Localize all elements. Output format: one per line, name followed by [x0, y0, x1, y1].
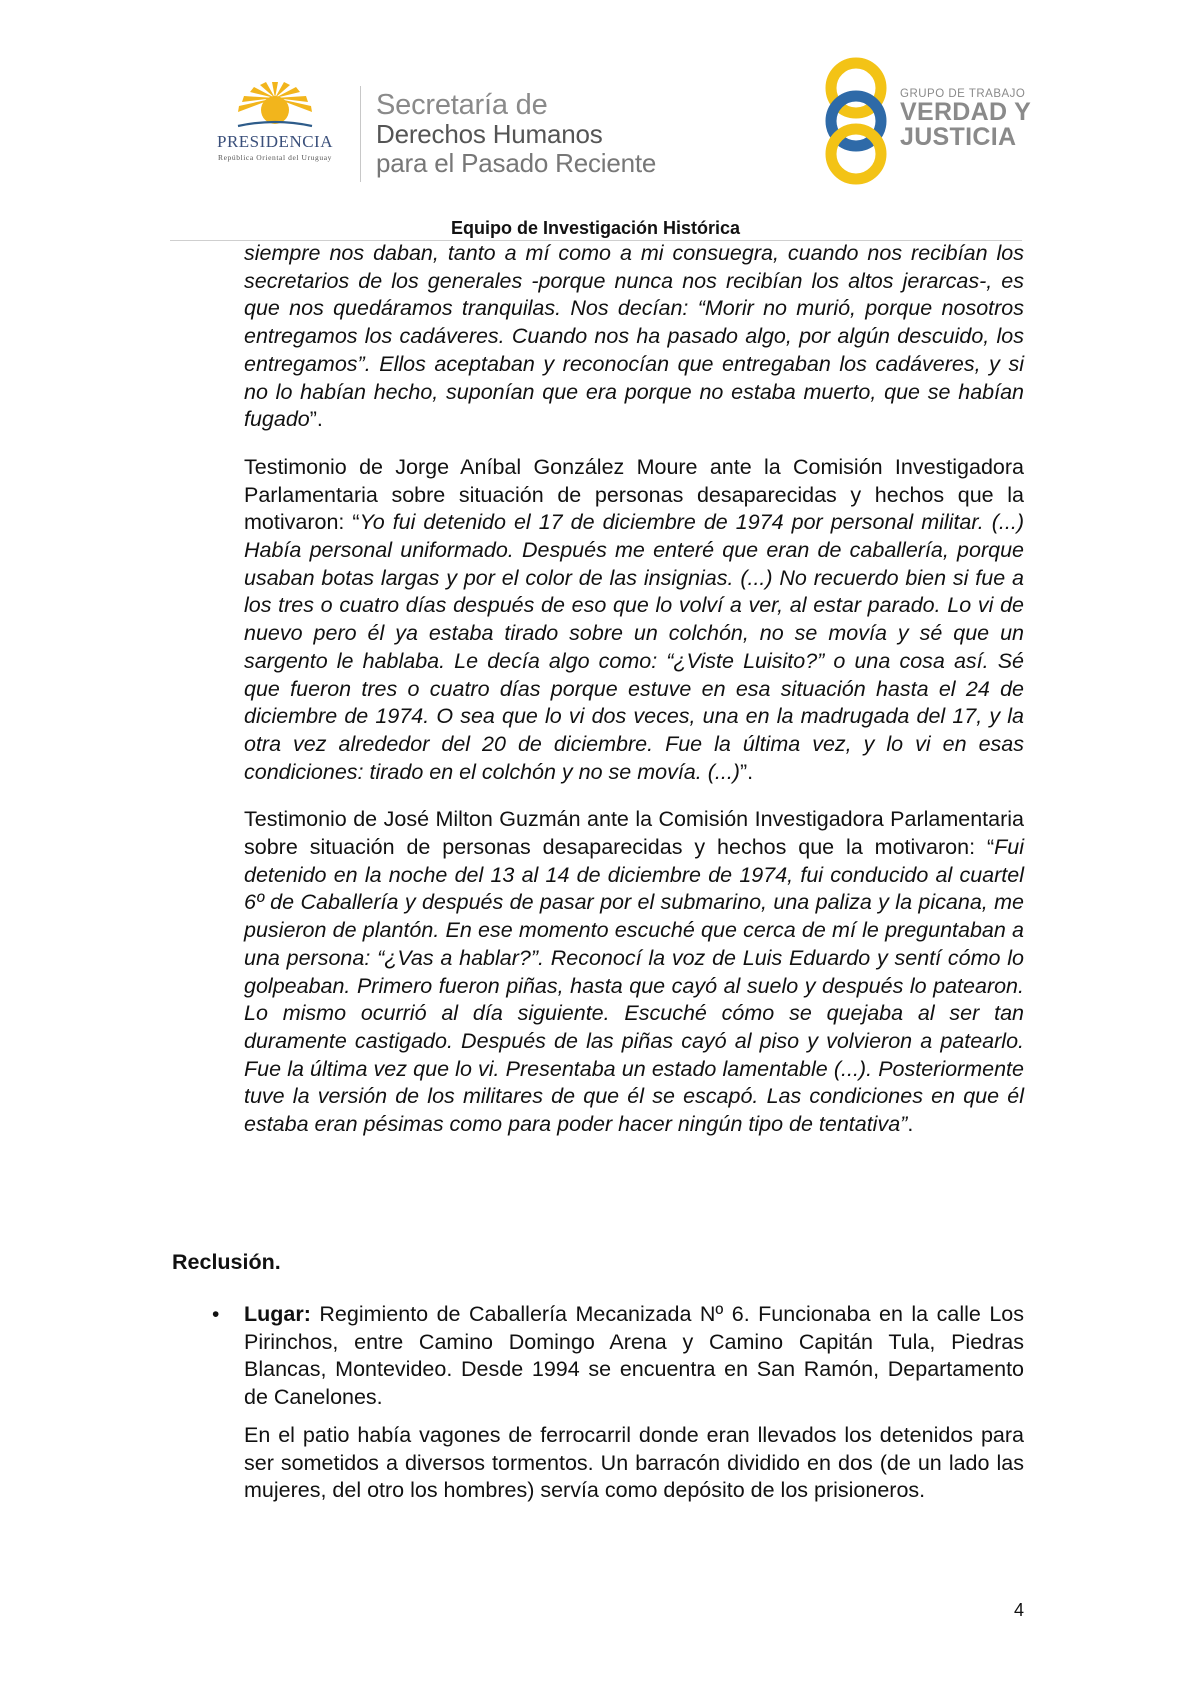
document-subtitle: Equipo de Investigación Histórica: [450, 218, 741, 238]
paragraph-1: [244, 240, 1024, 434]
bullet-followup-paragraph: En el patio había vagones de ferrocarril donde eran llevados los detenidos para ser sometidos a diversos tormentos. Un barracón dividido en dos (de un lado las mujeres, del otro los hombres) servía como depósito de los prisioneros.: [244, 1422, 1024, 1503]
verdad-justicia-text: [900, 88, 1031, 150]
secretaria-line-2: Derechos Humanos: [376, 119, 603, 149]
paragraph-2: [244, 454, 1024, 786]
paragraph-3-end: .: [907, 1112, 914, 1137]
paragraph-2-intro: Testimonio de Jorge Aníbal González Moure ante la Comisión Investigadora Parlamentaria sobre situación de personas desaparecidas y hechos que la motivaron: “: [244, 454, 1024, 535]
bullet-dot: •: [212, 1303, 220, 1326]
paragraph-3: [244, 806, 1024, 1138]
document-body: [244, 240, 1024, 1159]
logo-divider: [360, 86, 361, 182]
verdad-justicia-logo: [820, 56, 1060, 186]
presidencia-logo: [195, 80, 355, 180]
bullet-label: Lugar:: [244, 1302, 311, 1326]
paragraph-1-end: ”.: [309, 407, 323, 432]
interlocking-rings-icon: [820, 56, 900, 186]
bullet-list-item: [212, 1301, 1024, 1515]
paragraph-2-quote: Yo fui detenido el 17 de diciembre de 1974 por personal militar. (...) Había personal uniformado. Después me enteré que eran de caballería, porque usaban botas largas y por el color de las insignias. (...) No recuerdo bien si fue a los tres o cuatro días después de eso que lo volví a ver, al estar parado. Lo vi de nuevo pero él ya estaba tirado sobre un colchón, no se movía y sé que un sargento le hablaba. Le decía algo como: “¿Viste Luisito?” o una cosa así. Sé que fueron tres o cuatro días porque estuve en esa situación hasta el 24 de diciembre de 1974. O sea que lo vi dos veces, una en la madrugada del 17, y la otra vez alrededor del 20 de diciembre. Fue la última vez, y lo vi en esas condiciones: tirado en el colchón y no se movía. (...): [244, 510, 1024, 784]
bullet-text: Regimiento de Caballería Mecanizada Nº 6. Funcionaba en la calle Los Pirinchos, entre Camino Domingo Arena y Camino Capitán Tula, Piedras Blancas, Montevideo. Desde 1994 se encuentra en San Ramón, Departamento de Canelones.: [244, 1302, 1024, 1410]
paragraph-1-quote: siempre nos daban, tanto a mí como a mi consuegra, cuando nos recibían los secretarios de los generales -porque nunca nos recibían los altos jerarcas-, es que nos quedáramos tranquilas. Nos decían: “Morir no murió, porque nosotros entregamos los cadáveres. Cuando nos ha pasado algo, por algún descuido, los entregamos”. Ellos aceptaban y reconocían que entregaban los cadáveres, y si no lo habían hecho, suponían que era porque no estaba muerto, que se habían fugado: [244, 241, 1024, 432]
secretaria-logo-text: [376, 90, 656, 177]
paragraph-2-end: ”.: [739, 759, 754, 784]
sun-emblem-icon: [230, 80, 320, 136]
gtvj-line-1: GRUPO DE TRABAJO: [900, 88, 1026, 100]
presidencia-subtitle: República Oriental del Uruguay: [217, 153, 332, 162]
section-heading: Reclusión.: [172, 1250, 281, 1274]
bullet-paragraph: [244, 1301, 1024, 1412]
page-header: [0, 0, 1191, 230]
gtvj-line-3: JUSTICIA: [900, 123, 1017, 151]
presidencia-name: PRESIDENCIA: [216, 132, 333, 151]
secretaria-line-1: Secretaría de: [376, 89, 548, 121]
secretaria-line-3: para el Pasado Reciente: [376, 148, 657, 178]
paragraph-3-quote: Fui detenido en la noche del 13 al 14 de diciembre de 1974, fui conducido al cuartel 6º de Caballería y después de pasar por el submarino, una paliza y la picana, me pusieron de plantón. En ese momento escuché que cerca de mí le preguntaban a una persona: “¿Vas a hablar?”. Reconocí la voz de Luis Eduardo y sentí cómo lo golpeaban. Primero fueron piñas, hasta que cayó al suelo y después lo patearon. Lo mismo ocurrió al día siguiente. Escuché cómo se quejaba al ser tan duramente castigado. Después de las piñas cayó al piso y volvieron a patearlo. Fue la última vez que lo vi. Presentaba un estado lamentable (...). Posteriormente tuve la versión de los militares de que él se escapó. Las condiciones en que él estaba eran pésimas como para poder hacer ningún tipo de tentativa”: [244, 835, 1024, 1137]
gtvj-line-2: VERDAD Y: [900, 98, 1032, 126]
paragraph-3-intro: Testimonio de José Milton Guzmán ante la Comisión Investigadora Parlamentaria sobre situación de personas desaparecidas y hechos que la motivaron: “: [244, 807, 1024, 860]
page-number: 4: [1014, 1600, 1025, 1620]
